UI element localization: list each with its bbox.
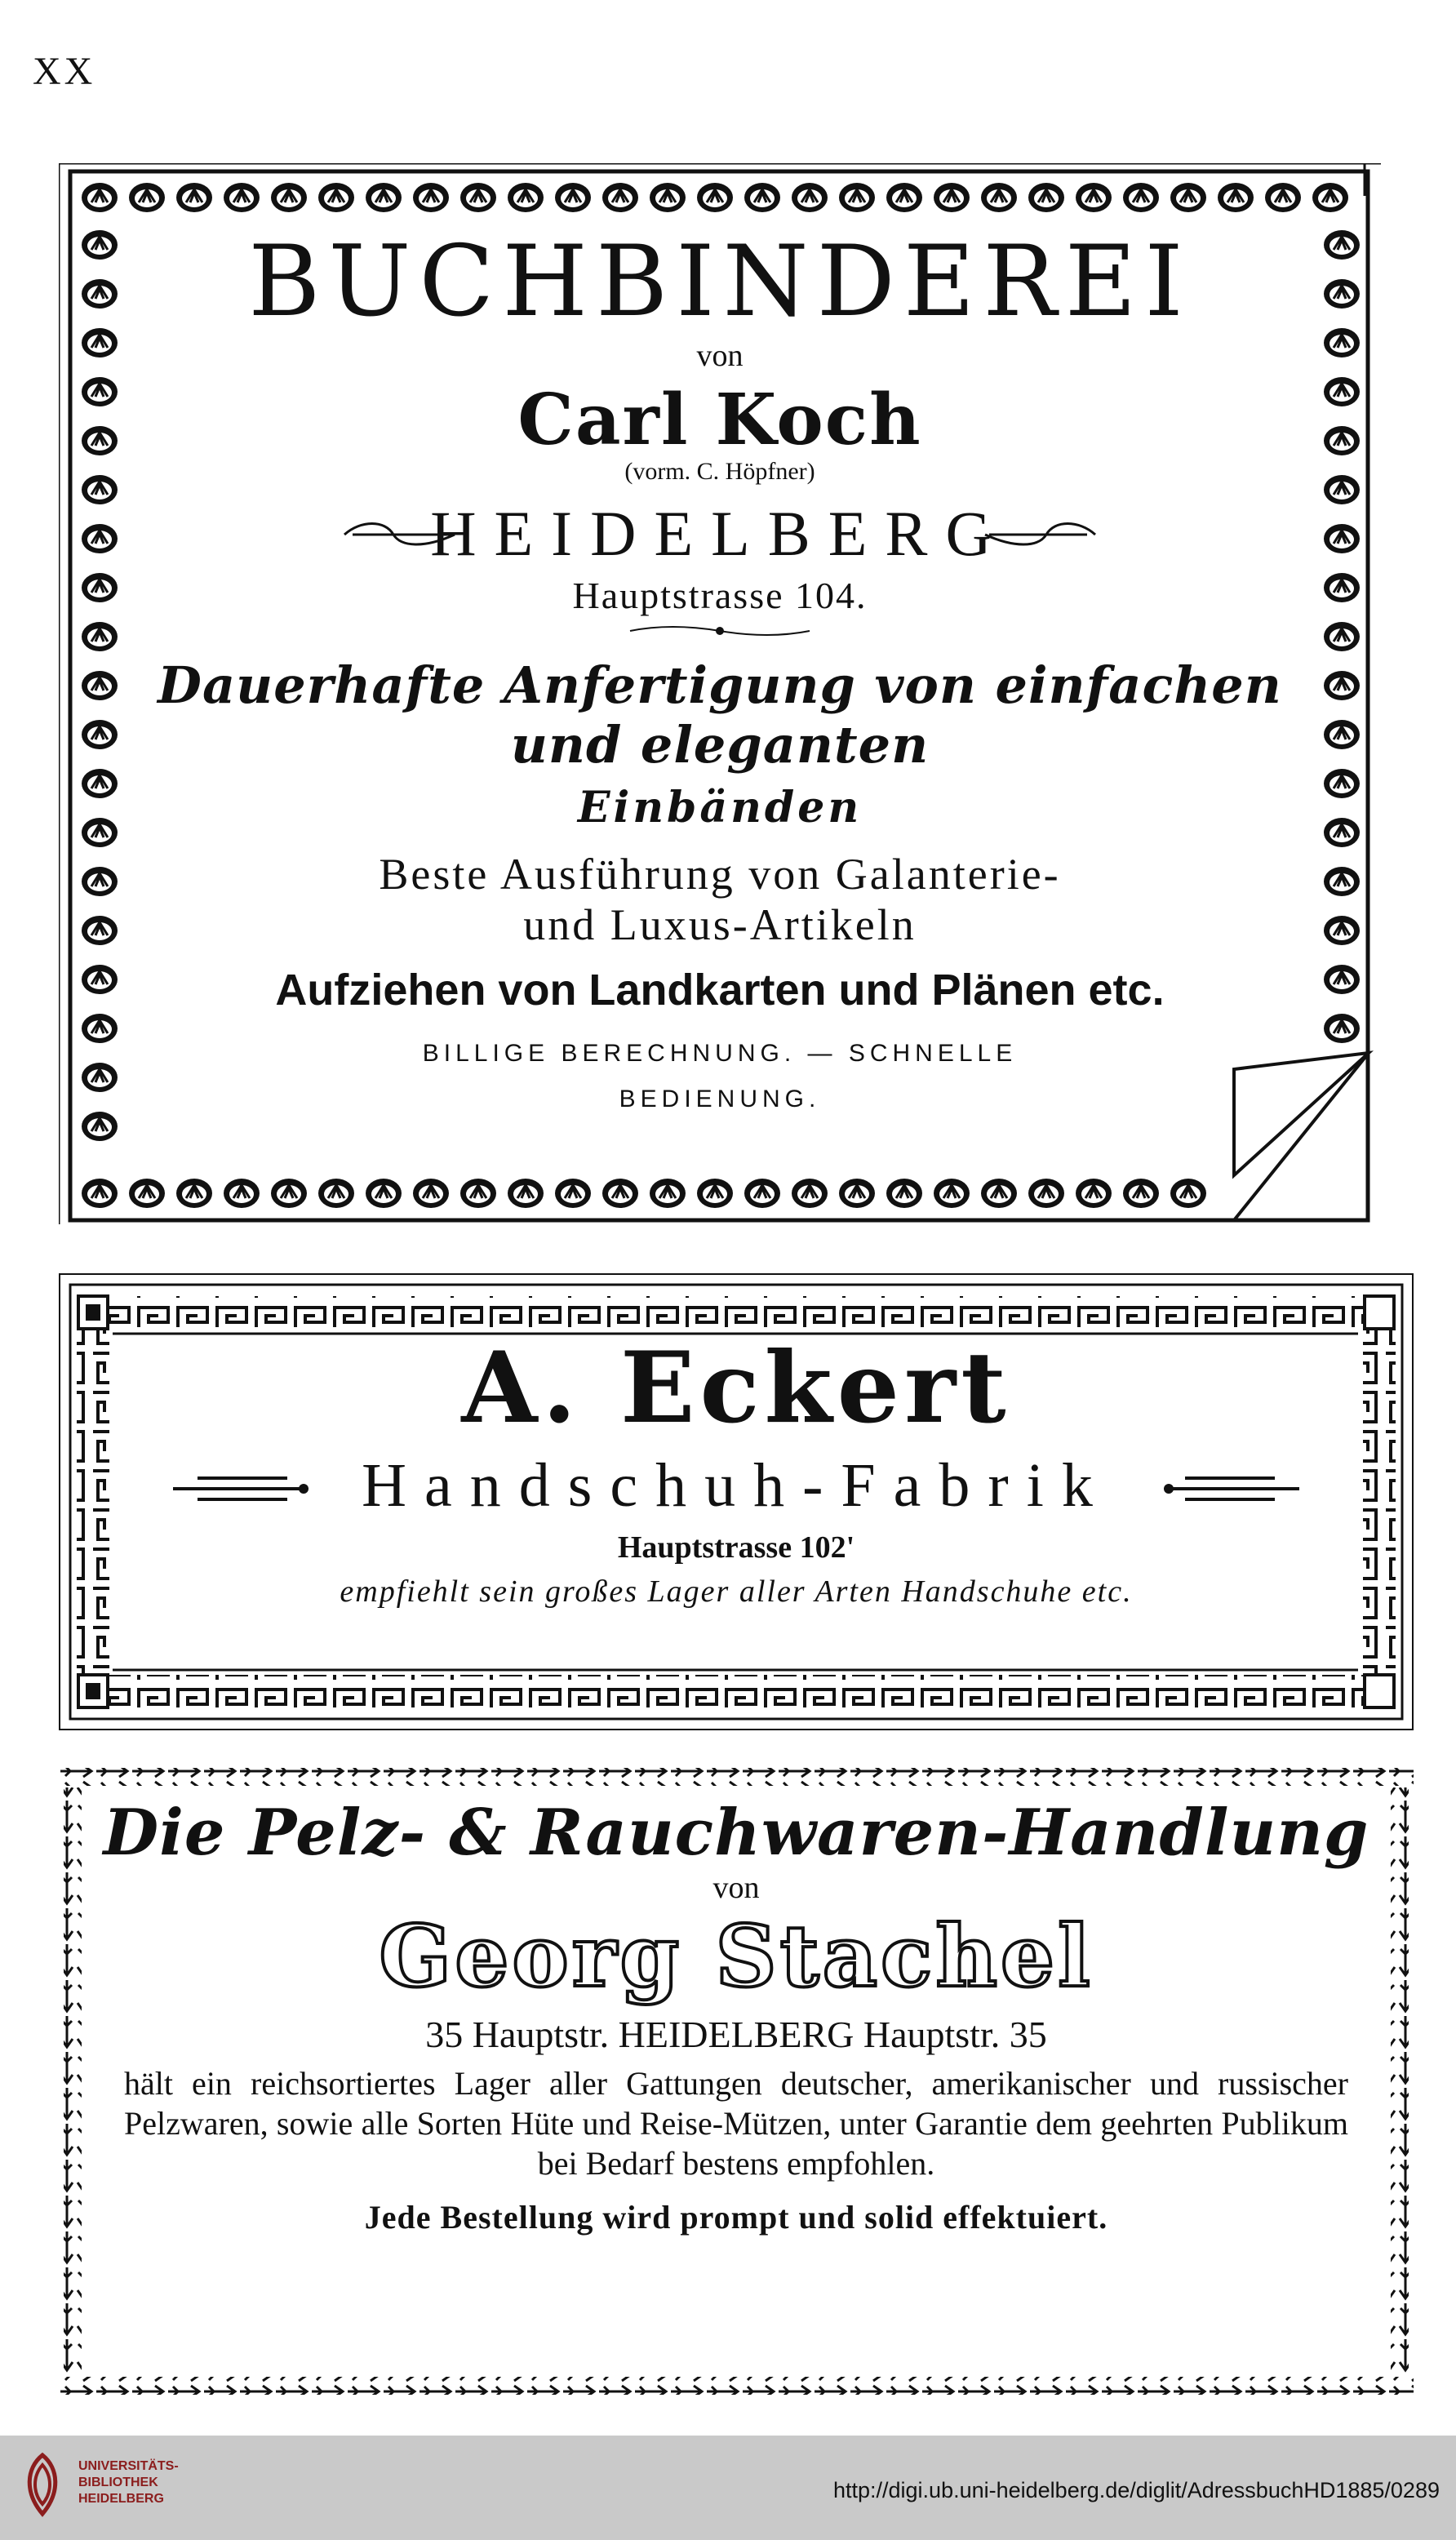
library-name <box>78 2458 179 2507</box>
library-name-line: UNIVERSITÄTS- <box>78 2459 179 2473</box>
ad2-name: A. Eckert <box>461 1330 1011 1445</box>
digitization-footer <box>0 2436 1456 2540</box>
ad1-city: HEIDELBERG <box>430 498 1010 569</box>
library-name-line: HEIDELBERG <box>78 2492 164 2506</box>
ad2-address: Hauptstrasse 102' <box>617 1530 855 1565</box>
ad2-subtitle: Handschuh-Fabrik <box>362 1451 1111 1520</box>
ad2-tagline: empfiehlt sein großes Lager aller Arten Handschuhe etc. <box>340 1574 1133 1609</box>
ad3-footer-line: Jede Bestellung wird prompt und solid effektuiert. <box>364 2199 1108 2236</box>
flourish-left-icon <box>336 518 459 551</box>
ad-stachel <box>59 1763 1414 2400</box>
ad-eckert-text <box>132 1330 1340 1610</box>
ad1-address: Hauptstrasse 104. <box>572 575 868 616</box>
ad1-line5: Aufziehen von Landkarten und Plänen etc. <box>275 966 1165 1015</box>
ad3-von: von <box>712 1871 760 1905</box>
source-url-link[interactable]: http://digi.ub.uni-heidelberg.de/diglit/AdressbuchHD1885/0289 <box>832 2478 1440 2502</box>
divider-icon <box>622 619 818 643</box>
library-name-line: BIBLIOTHEK <box>78 2476 158 2489</box>
ad-buchbinderei-text <box>149 212 1291 1113</box>
ad1-owner: Carl Koch <box>517 379 922 461</box>
ornament-right-icon <box>1161 1468 1307 1509</box>
ad1-line6: BILLIGE BERECHNUNG. — SCHNELLE <box>422 1040 1018 1067</box>
ad1-line2: Einbänden <box>577 783 863 833</box>
ad-eckert <box>59 1273 1414 1730</box>
ad3-body: hält ein reichsortiertes Lager aller Gattungen deutscher, amerikanischer und russischer Pelzwaren, sowie alle Sorten Hüte und Reise-Mützen, unter Garantie dem geehrten Publikum bei Bedarf bestens empfohlen. <box>124 2065 1348 2182</box>
ad3-owner: Georg Stachel <box>379 1906 1094 2006</box>
ad1-former-owner: (vorm. C. Höpfner) <box>624 458 815 485</box>
ad1-line7: BEDIENUNG. <box>619 1086 821 1112</box>
ornament-left-icon <box>165 1468 312 1509</box>
ad-stachel-text <box>100 1796 1373 2236</box>
flourish-right-icon <box>981 518 1103 551</box>
ad3-title: Die Pelz- & Rauchwaren-Handlung <box>103 1796 1369 1870</box>
ad-buchbinderei <box>59 163 1381 1224</box>
ad1-line3: Beste Ausführung von Galanterie- <box>379 850 1061 899</box>
ad1-von: von <box>696 339 744 373</box>
library-logo-icon <box>18 2452 67 2517</box>
ad1-title: BUCHBINDEREI <box>248 225 1192 339</box>
ad3-address: 35 Hauptstr. HEIDELBERG Hauptstr. 35 <box>425 2014 1047 2055</box>
page-number: XX <box>33 50 96 93</box>
ad1-line1: Dauerhafte Anfertigung von einfachen und eleganten <box>158 655 1282 775</box>
ad1-line4: und Luxus-Artikeln <box>523 900 917 949</box>
